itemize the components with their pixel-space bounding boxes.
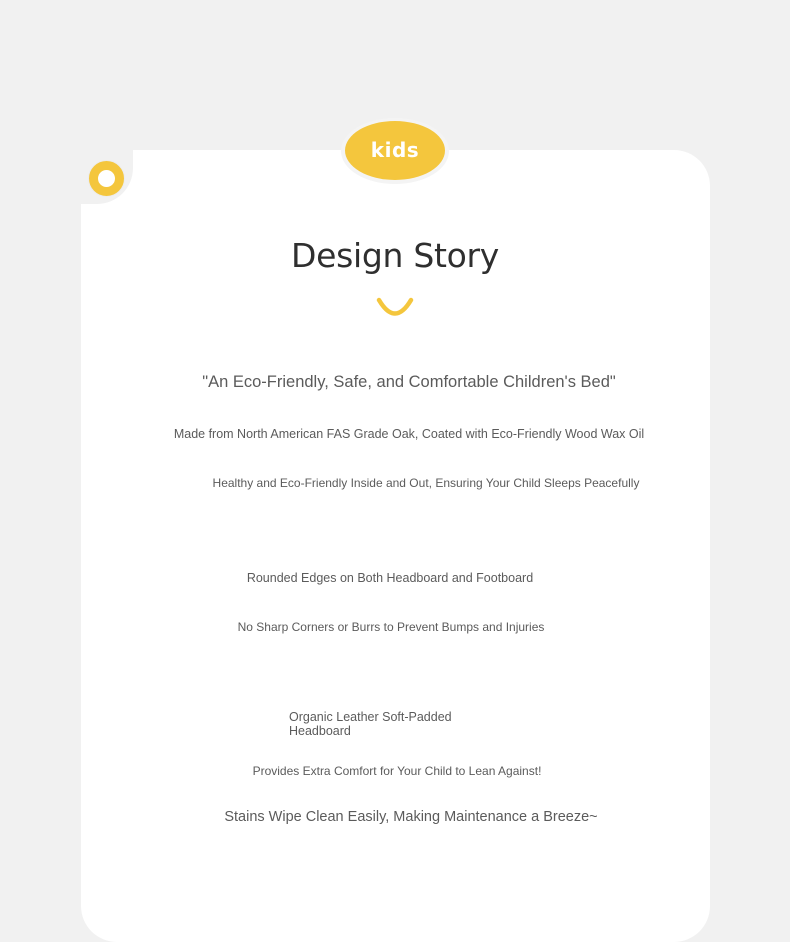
smile-icon (376, 293, 414, 319)
story-edges: Rounded Edges on Both Headboard and Footboard (246, 571, 534, 585)
kids-badge-label: kids (370, 137, 420, 162)
story-corners: No Sharp Corners or Burrs to Prevent Bumps and Injuries (237, 620, 545, 634)
story-comfort: Provides Extra Comfort for Your Child to Lean Against! (252, 764, 542, 778)
kids-badge (345, 121, 445, 180)
story-cleaning: Stains Wipe Clean Easily, Making Maintenance a Breeze~ (224, 809, 598, 825)
story-tagline: "An Eco-Friendly, Safe, and Comfortable Children's Bed" (202, 373, 616, 391)
story-material: Made from North American FAS Grade Oak, Coated with Eco-Friendly Wood Wax Oil (173, 427, 645, 441)
story-health: Healthy and Eco-Friendly Inside and Out, Ensuring Your Child Sleeps Peacefully (212, 476, 640, 490)
ring-icon (89, 161, 124, 196)
page-title: Design Story (291, 236, 499, 275)
story-headboard: Organic Leather Soft-Padded Headboard (289, 710, 452, 738)
